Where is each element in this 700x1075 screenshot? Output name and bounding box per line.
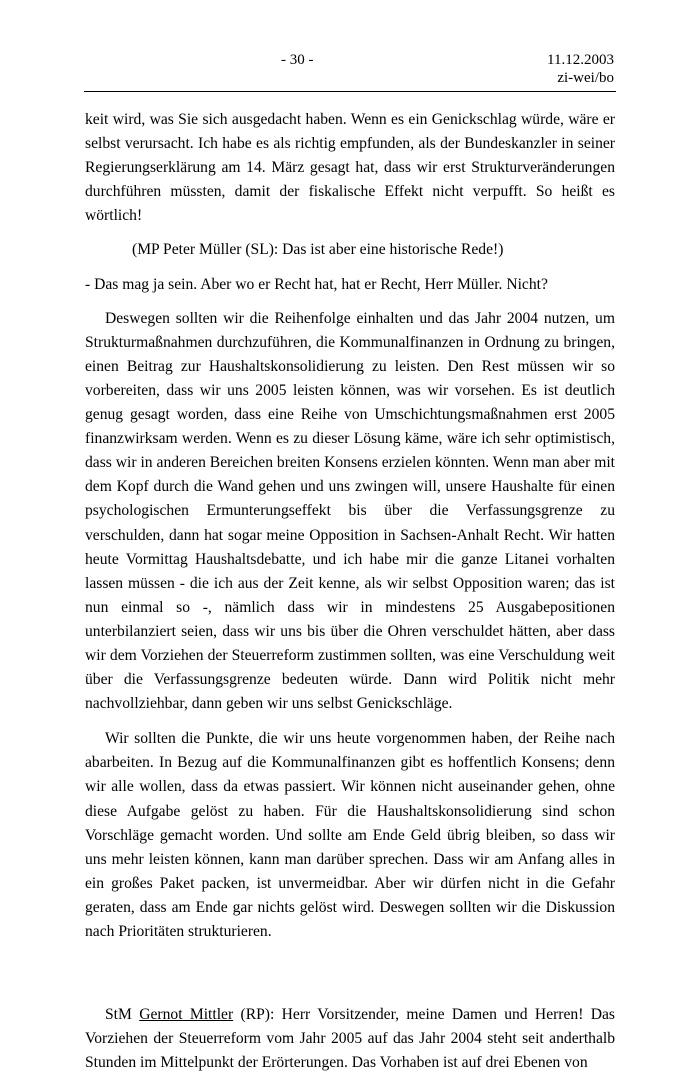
speaker-name: Gernot Mittler <box>139 1006 234 1024</box>
header-meta <box>547 51 614 87</box>
header-divider <box>84 91 616 92</box>
speaker-party: (RP): <box>240 1006 275 1024</box>
interjection: (MP Peter Müller (SL): Das ist aber eine historische Rede!) <box>132 241 504 259</box>
speaker-paragraph <box>85 1003 615 1075</box>
page-number: - 30 - <box>281 52 314 68</box>
speaker-title: StM <box>105 1006 132 1024</box>
document-body <box>85 108 615 1075</box>
speaker-text: Herr Vorsitzender, meine Damen und Herren! Das Vorziehen der Steuerreform vom Jahr 2005 auf das Jahr 2004 steht seit anderthalb Stunden im Mittelpunkt der Erörterungen. Das Vorhaben ist auf drei Ebenen von <box>85 1006 615 1072</box>
reply-line: - Das mag ja sein. Aber wo er Recht hat, hat er Recht, Herr Müller. Nicht? <box>85 275 548 293</box>
header-date: 11.12.2003 <box>547 52 614 68</box>
paragraph-continuation: keit wird, was Sie sich ausgedacht haben. Wenn es ein Genickschlag würde, wäre er selbst verursacht. Ich habe es als richtig empfunden, als der Bundeskanzler in seiner Regierungserklärung am 14. März gesagt hat, dass wir erst Strukturveränderungen durchführen müssten, damit der fiskalische Effekt nicht verpufft. So heißt es wörtlich! <box>85 111 615 225</box>
paragraph-punkte: Wir sollten die Punkte, die wir uns heute vorgenommen haben, der Reihe nach abarbeiten. In Bezug auf die Kommunalfinanzen gibt es hoffentlich Konsens; denn wir alle wollen, dass da etwas passiert. Wir können nicht auseinander gehen, ohne diese Aufgabe gelöst zu haben. Für die Haushaltskonsolidierung sind schon Vorschläge gemacht worden. Und sollte am Ende Geld übrig bleiben, so dass wir uns mehr leisten können, kann man darüber sprechen. Dass wir am Anfang alles in ein großes Paket packen, ist unvermeidbar. Aber wir dürfen nicht in die Gefahr geraten, dass am Ende gar nichts gelöst wird. Deswegen sollten wir die Diskussion nach Prioritäten strukturieren. <box>85 730 615 940</box>
paragraph-reihenfolge: Deswegen sollten wir die Reihenfolge einhalten und das Jahr 2004 nutzen, um Strukturmaßnahmen durchzuführen, die Kommunalfinanzen in Ordnung zu bringen, einen Beitrag zur Haushaltskonsolidierung zu leisten. Den Rest müssen wir so vorbereiten, dass wir uns 2005 leisten können, was wir vorsehen. Es ist deutlich genug gesagt worden, dass eine Reihe von Umschichtungsmaßnahmen erst 2005 finanzwirksam werden. Wenn es zu dieser Lösung käme, wäre ich sehr optimistisch, dass wir in anderen Bereichen breiten Konsens erzielen könnten. Wenn man aber mit dem Kopf durch die Wand gehen und uns zwingen will, unsere Haushalte für einen psychologischen Ermunterungseffekt bis über die Verfassungsgrenze zu verschulden, dann hat sogar meine Opposition in Sachsen-Anhalt Recht. Wir hatten heute Vormittag Haushaltsdebatte, und ich habe mir die ganze Litanei vorhalten lassen müssen - die ich aus der Zeit kenne, als wir selbst Opposition waren; das ist nun einmal so -, nämlich dass wir in mindestens 25 Ausgabepositionen unterbilanziert seien, dass wir uns bis über die Ohren verschuldet hätten, aber dass wir dem Vorziehen der Steuerreform zustimmen sollten, was eine Verschuldung weit über die Verfassungsgrenze bedeuten würde. Dann wird Politik nicht mehr nachvollziehbar, dann geben wir uns selbst Genickschläge. <box>85 309 615 713</box>
header-reference: zi-wei/bo <box>557 70 614 86</box>
